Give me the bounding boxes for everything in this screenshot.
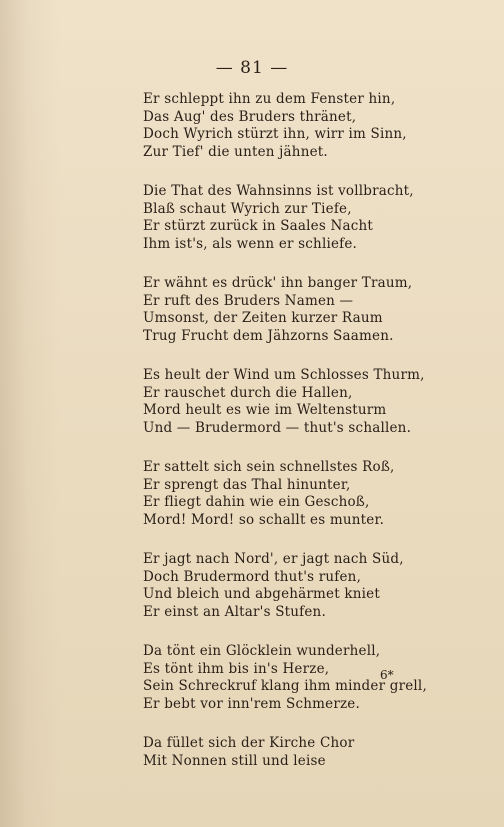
poem-line: Umsonst, der Zeiten kurzer Raum [143, 310, 383, 326]
stanza [143, 367, 443, 437]
poem-line: Blaß schaut Wyrich zur Tiefe, [143, 200, 352, 217]
poem-line: Er sprengt das Thal hinunter, [143, 476, 351, 493]
poem-line: Er stürzt zurück in Saales Nacht [143, 218, 374, 234]
poem-line: Doch Wyrich stürzt ihn, wirr im Sinn, [143, 126, 407, 142]
poem-line: Mit Nonnen still und leise [143, 752, 326, 769]
poem-line: Er jagt nach Nord', er jagt nach Süd, [143, 551, 404, 567]
poem-line: Es heult der Wind um Schlosses Thurm, [143, 367, 425, 383]
poem-line: Die That des Wahnsinns ist vollbracht, [143, 183, 414, 199]
stanza [143, 551, 443, 621]
poem-line: Da füllet sich der Kirche Chor [143, 735, 355, 751]
stanza [143, 91, 443, 161]
poem-line: Sein Schreckruf klang ihm minder grell, [143, 678, 427, 694]
page-number: — 81 — [215, 58, 289, 78]
poem-line: Trug Frucht dem Jähzorns Saamen. [143, 327, 394, 344]
stanza [143, 459, 443, 529]
poem-line: Zur Tief' die unten jähnet. [143, 143, 328, 160]
poem-line: Da tönt ein Glöcklein wunderhell, [143, 643, 381, 659]
poem-line: Mord! Mord! so schallt es munter. [143, 511, 385, 528]
stanza [143, 735, 443, 770]
poem-line: Das Aug' des Bruders thränet, [143, 108, 357, 125]
poem-line: Er wähnt es drück' ihn banger Traum, [143, 275, 413, 291]
poem-line: Doch Brudermord thut's rufen, [143, 568, 362, 585]
poem-line: Und — Brudermord — thut's schallen. [143, 419, 412, 436]
poem-line: Und bleich und abgehärmet kniet [143, 586, 380, 602]
poem-text [143, 91, 443, 792]
stanza [143, 275, 443, 345]
poem-line: Er sattelt sich sein schnellstes Roß, [143, 459, 395, 475]
poem-line: Er bebt vor inn'rem Schmerze. [143, 695, 360, 712]
poem-line: Es tönt ihm bis in's Herze, [143, 660, 330, 677]
poem-line: Er schleppt ihn zu dem Fenster hin, [143, 91, 396, 107]
stanza [143, 183, 443, 253]
signature-mark: 6* [380, 668, 394, 682]
stanza [143, 643, 443, 713]
poem-line: Er rauschet durch die Hallen, [143, 384, 353, 401]
poem-line: Er einst an Altar's Stufen. [143, 603, 326, 620]
poem-line: Mord heult es wie im Weltensturm [143, 402, 387, 418]
poem-line: Er ruft des Bruders Namen — [143, 292, 354, 309]
poem-line: Ihm ist's, als wenn er schliefe. [143, 235, 358, 252]
poem-line: Er fliegt dahin wie ein Geschoß, [143, 494, 370, 510]
